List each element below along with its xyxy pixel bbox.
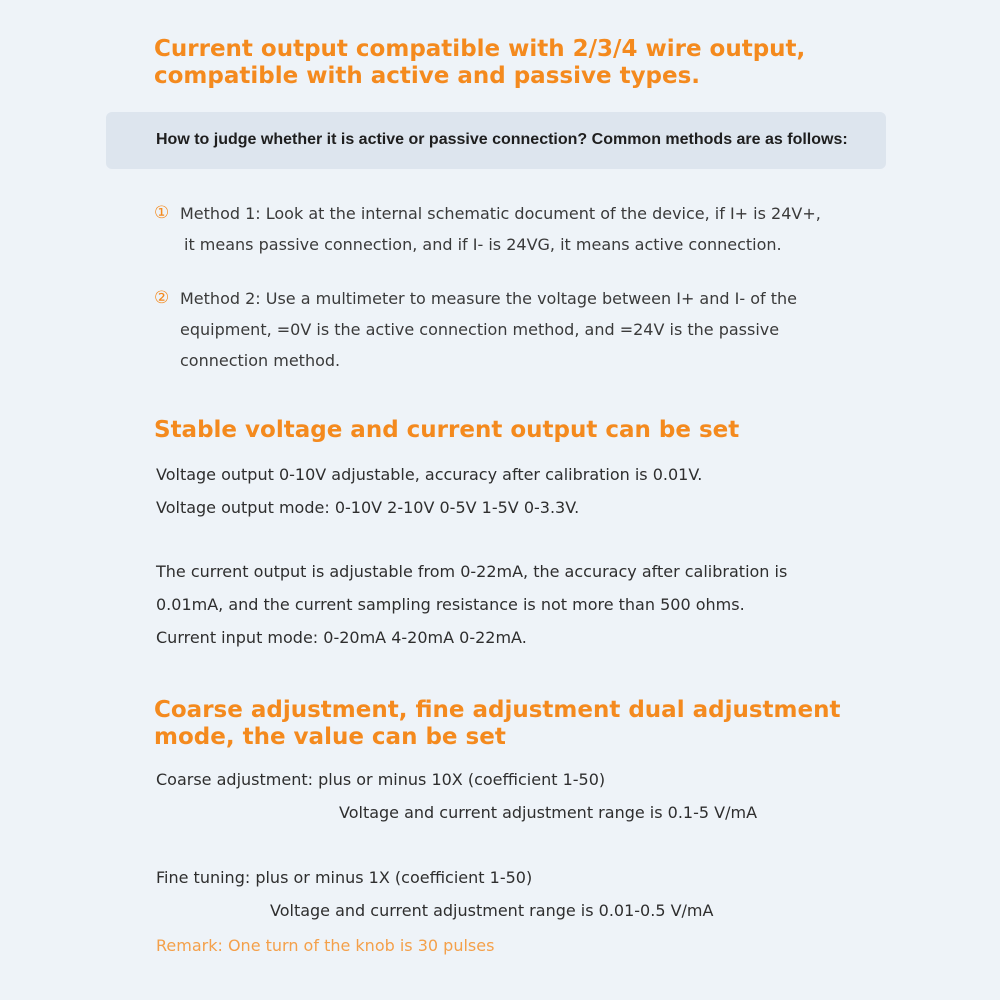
heading-wire-output-line-2: compatible with active and passive types. xyxy=(154,63,701,89)
method-2-line-1: Method 2: Use a multimeter to measure the voltage between I+ and I- of the xyxy=(180,289,797,308)
method-1-line-2: it means passive connection, and if I- is 24VG, it means active connection. xyxy=(184,235,782,254)
coarse-paragraph xyxy=(156,763,757,829)
voltage-line-2: Voltage output mode: 0-10V 2-10V 0-5V 1-5V 0-3.3V. xyxy=(156,498,580,517)
fine-line-2: Voltage and current adjustment range is 0.01-0.5 V/mA xyxy=(270,901,714,920)
heading-wire-output-line-1: Current output compatible with 2/3/4 wire output, xyxy=(154,36,806,62)
method-2 xyxy=(154,283,884,376)
fine-line-1: Fine tuning: plus or minus 1X (coefficient 1-50) xyxy=(156,868,533,887)
voltage-line-1: Voltage output 0-10V adjustable, accuracy after calibration is 0.01V. xyxy=(156,465,703,484)
heading-wire-output xyxy=(154,36,805,90)
method-2-line-2: equipment, =0V is the active connection method, and =24V is the passive xyxy=(180,320,780,339)
current-line-1: The current output is adjustable from 0-22mA, the accuracy after calibration is xyxy=(156,562,788,581)
coarse-line-1: Coarse adjustment: plus or minus 10X (coefficient 1-50) xyxy=(156,770,606,789)
heading-adjustment-mode-line-2: mode, the value can be set xyxy=(154,724,506,750)
coarse-line-2: Voltage and current adjustment range is 0.1-5 V/mA xyxy=(339,803,758,822)
voltage-paragraph xyxy=(156,458,702,524)
method-1-number: ① xyxy=(154,203,170,223)
remark-text: Remark: One turn of the knob is 30 pulses xyxy=(156,936,495,955)
heading-adjustment-mode xyxy=(154,697,840,751)
current-paragraph xyxy=(156,555,787,654)
method-1-line-1: Method 1: Look at the internal schematic document of the device, if I+ is 24V+, xyxy=(180,204,821,223)
heading-stable-output-text: Stable voltage and current output can be set xyxy=(154,417,740,443)
fine-paragraph xyxy=(156,861,713,927)
current-line-3: Current input mode: 0-20mA 4-20mA 0-22mA. xyxy=(156,628,527,647)
method-2-number: ② xyxy=(154,288,170,308)
method-2-line-3: connection method. xyxy=(180,351,341,370)
heading-adjustment-mode-line-1: Coarse adjustment, fine adjustment dual adjustment xyxy=(154,697,841,723)
question-banner-text: How to judge whether it is active or passive connection? Common methods are as follows: xyxy=(156,131,848,148)
current-line-2: 0.01mA, and the current sampling resistance is not more than 500 ohms. xyxy=(156,595,745,614)
method-1 xyxy=(154,198,884,260)
heading-stable-output xyxy=(154,417,739,444)
question-banner xyxy=(106,112,886,169)
